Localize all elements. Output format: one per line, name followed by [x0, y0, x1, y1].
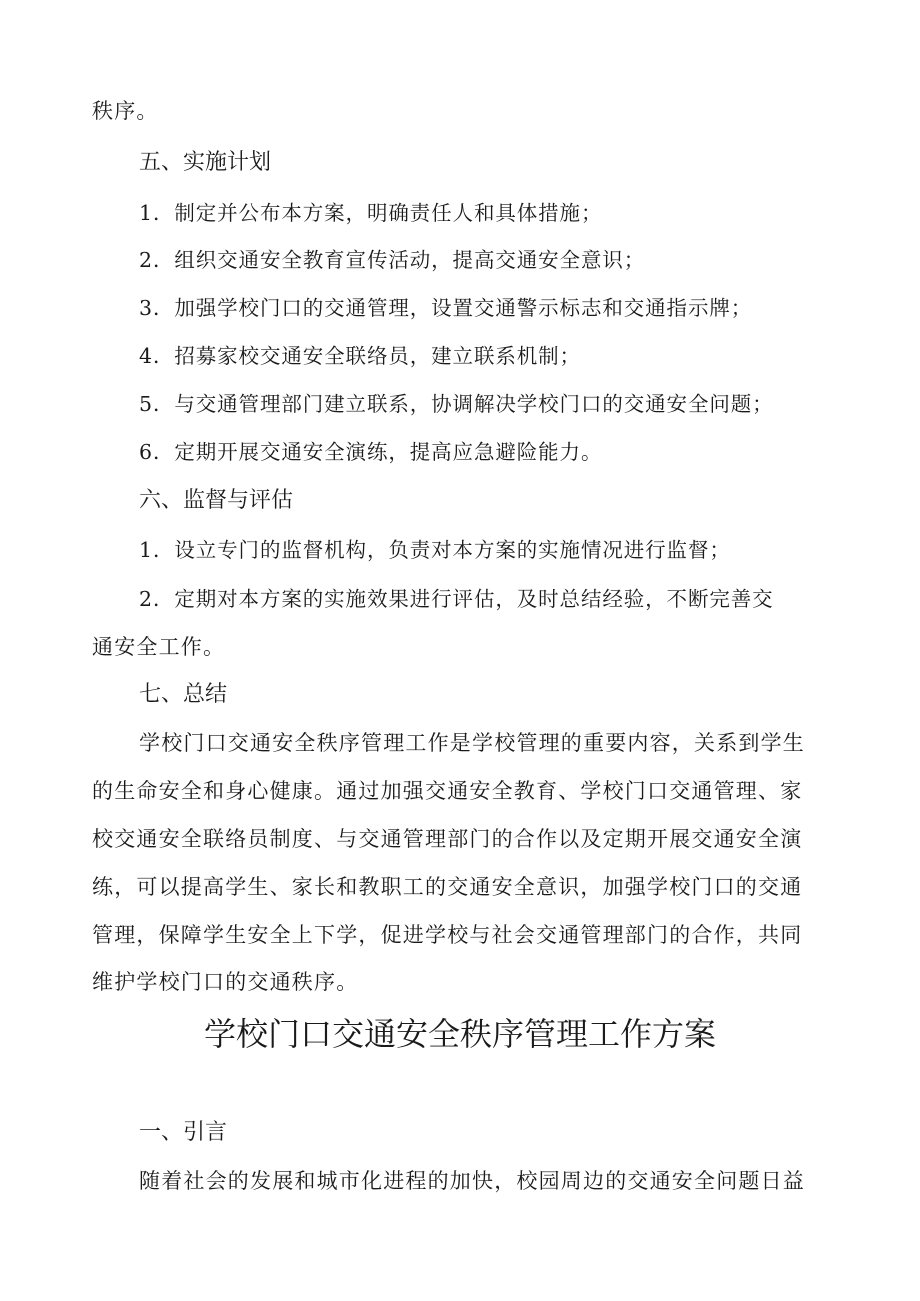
section-6-item-1: 1．设立专门的监督机构，负责对本方案的实施情况进行监督； — [139, 538, 731, 562]
section-7-heading: 七、总结 — [139, 682, 228, 707]
summary-paragraph-line-4: 练，可以提高学生、家长和教职工的交通安全意识，加强学校门口的交通 — [92, 875, 803, 899]
summary-paragraph-line-6: 维护学校门口的交通秩序。 — [92, 970, 359, 994]
intro-paragraph-line-1: 随着社会的发展和城市化进程的加快，校园周边的交通安全问题日益 — [139, 1169, 805, 1193]
continuation-text: 秩序。 — [92, 99, 159, 123]
summary-paragraph-line-5: 管理，保障学生安全上下学，促进学校与社会交通管理部门的合作，共同 — [92, 923, 803, 947]
summary-paragraph-line-2: 的生命安全和身心健康。通过加强交通安全教育、学校门口交通管理、家 — [92, 779, 803, 803]
section-6-heading: 六、监督与评估 — [139, 488, 294, 513]
section-5-item-5: 5．与交通管理部门建立联系，协调解决学校门口的交通安全问题； — [139, 392, 774, 416]
summary-paragraph-line-1: 学校门口交通安全秩序管理工作是学校管理的重要内容，关系到学生 — [139, 731, 805, 755]
section-5-heading: 五、实施计划 — [139, 150, 272, 175]
summary-paragraph-line-3: 校交通安全联络员制度、与交通管理部门的合作以及定期开展交通安全演 — [92, 827, 803, 851]
document-title: 学校门口交通安全秩序管理工作方案 — [203, 1015, 716, 1053]
section-6-item-2-line-2: 通安全工作。 — [92, 635, 226, 659]
section-5-item-6: 6．定期开展交通安全演练，提高应急避险能力。 — [139, 440, 603, 464]
section-5-item-3: 3．加强学校门口的交通管理，设置交通警示标志和交通指示牌； — [139, 296, 753, 320]
section-5-item-2: 2．组织交通安全教育宣传活动，提高交通安全意识； — [139, 248, 646, 272]
section-1-heading: 一、引言 — [139, 1120, 228, 1145]
section-5-item-4: 4．招募家校交通安全联络员，建立联系机制； — [139, 344, 581, 368]
section-6-item-2-line-1: 2．定期对本方案的实施效果进行评估，及时总结经验，不断完善交 — [139, 587, 774, 611]
section-5-item-1: 1．制定并公布本方案，明确责任人和具体措施； — [139, 201, 603, 225]
